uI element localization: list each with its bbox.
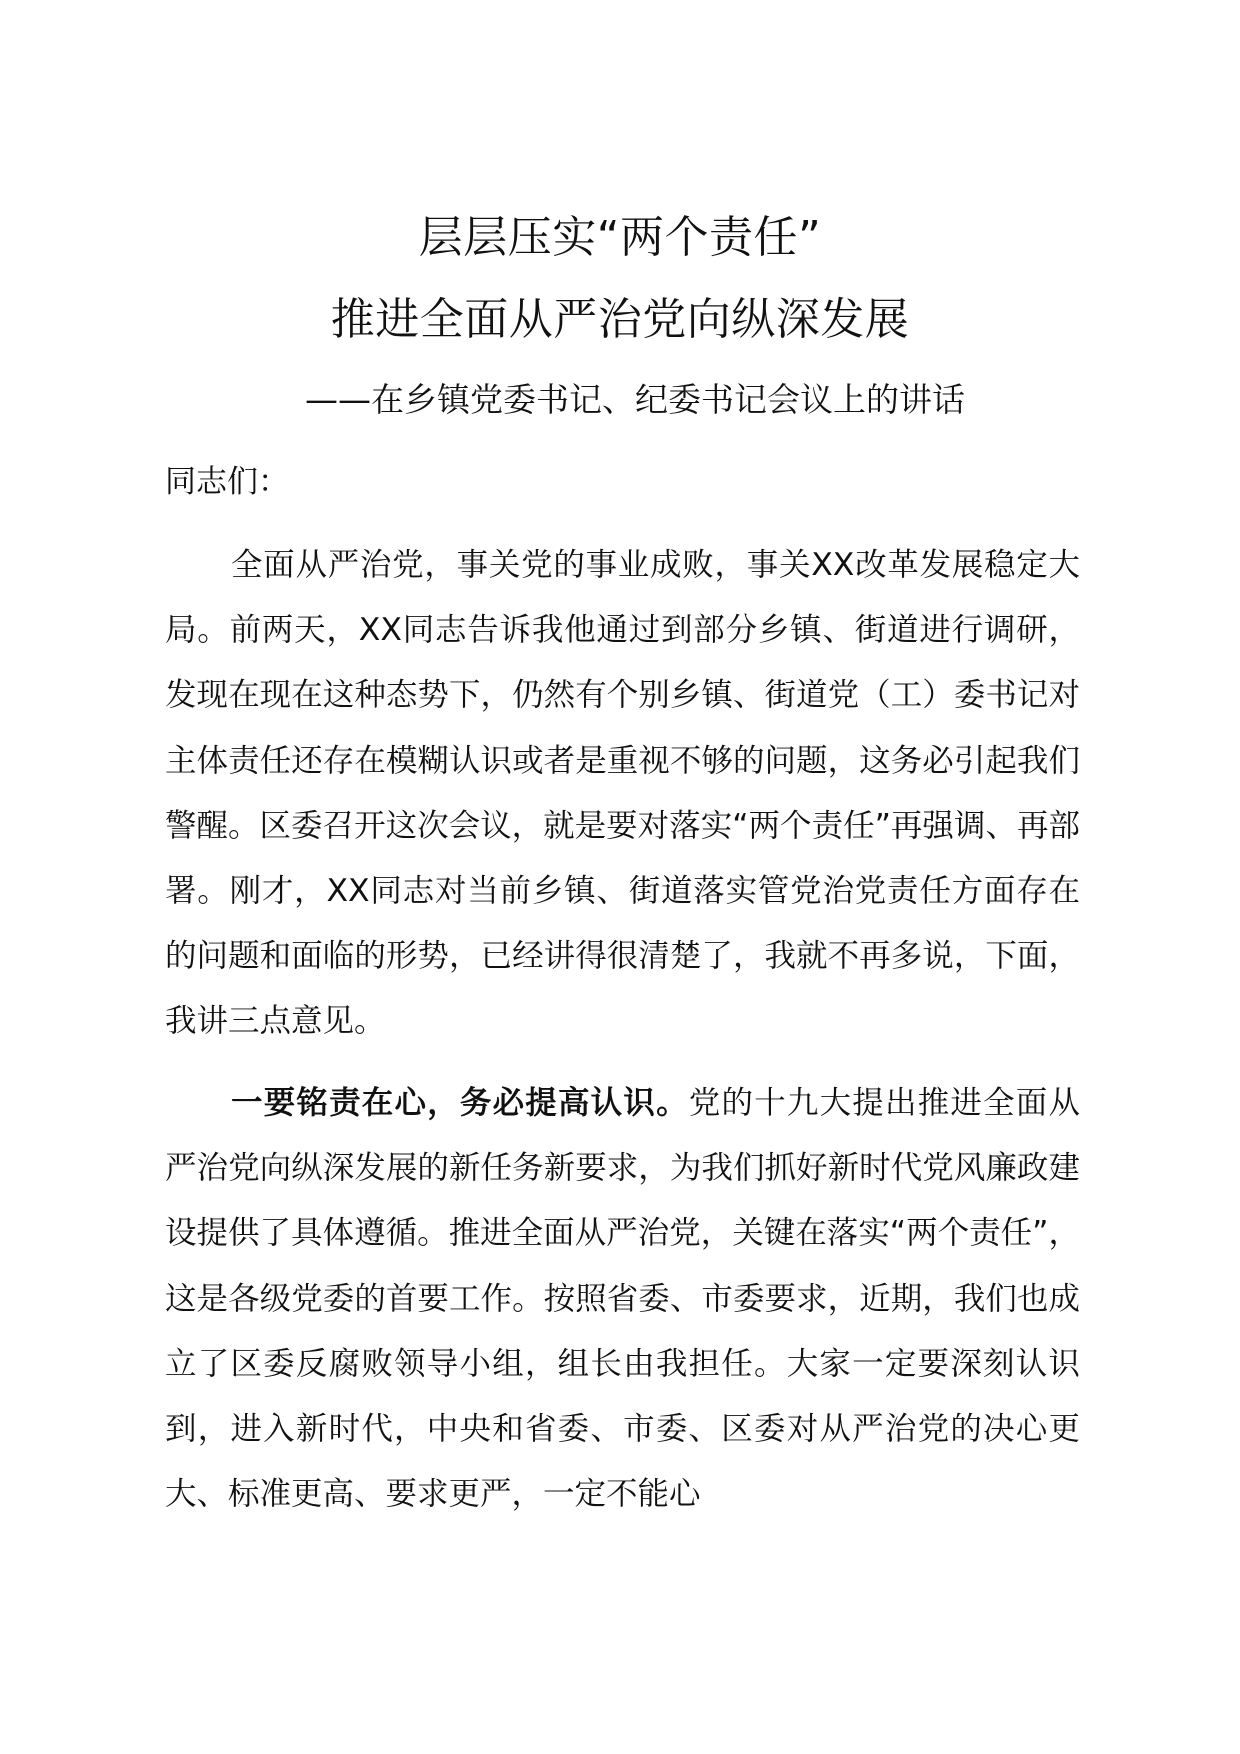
body-paragraph-1	[165, 533, 1080, 1055]
body-paragraph-2	[165, 1071, 1080, 1527]
paragraph-text: 党的十九大提出推进全面从严治党向纵深发展的新任务新要求，为我们抓好新时代党风廉政建设提供了具体遵循。推进全面从严治党，关键在落实“两个责任”，这是各级党委的首要工作。按照省委、市委要求，近期，我们也成立了区委反腐败领导小组，组长由我担任。大家一定要深刻认识到，进入新时代，中央和省委、市委、区委对从严治党的决心更大、标准更高、要求更严，一定不能心	[165, 1085, 1080, 1513]
salutation: 同志们：	[165, 464, 289, 500]
title-line-2: 推进全面从严治党向纵深发展	[330, 294, 910, 345]
paragraph-text: 全面从严治党，事关党的事业成败，事关XX改革发展稳定大局。前两天，XX同志告诉我他通过到部分乡镇、街道进行调研，发现在现在这种态势下，仍然有个别乡镇、街道党（工）委书记对主体责任还存在模糊认识或者是重视不够的问题，这务必引起我们警醒。区委召开这次会议，就是要对落实“两个责任”再强调、再部署。刚才，XX同志对当前乡镇、街道落实管党治党责任方面存在的问题和面临的形势，已经讲得很清楚了，我就不再多说，下面，我讲三点意见。	[165, 547, 1080, 1040]
paragraph-lead: 一要铭责在心，务必提高认识。	[231, 1085, 689, 1121]
title-line-1: 层层压实“两个责任”	[418, 212, 822, 263]
subtitle: ——在乡镇党委书记、纪委书记会议上的讲话	[305, 380, 965, 419]
